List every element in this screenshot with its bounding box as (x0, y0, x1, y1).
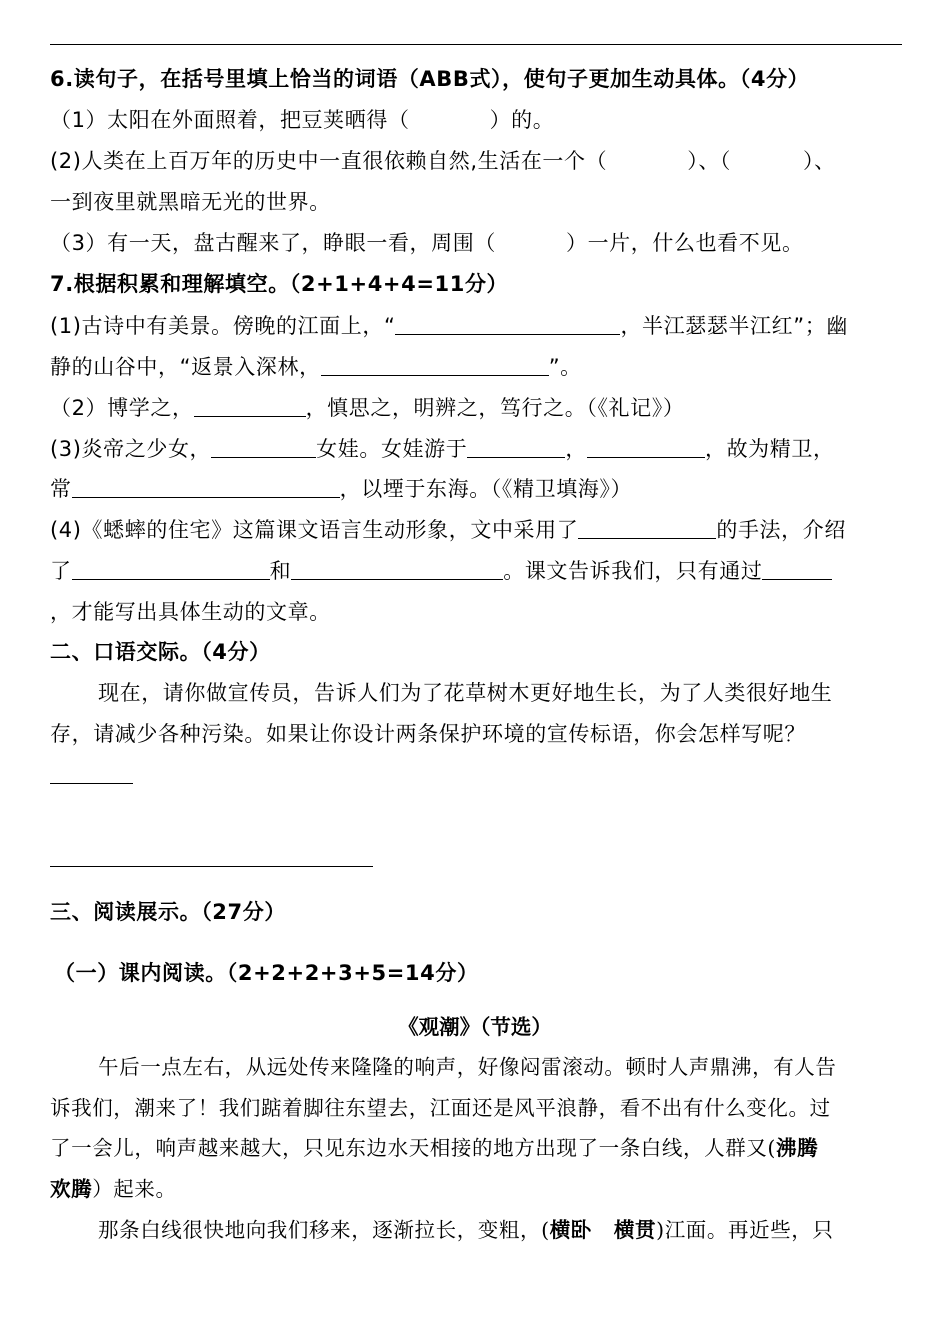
q6-sentence-3 (50, 228, 910, 258)
answer-line-1[interactable] (50, 783, 133, 784)
q7-part-4-cont (50, 556, 910, 586)
q7-p1-text-c: 静的山谷中，“返景入深林， (50, 355, 321, 379)
q7-p4-blank-4[interactable] (762, 557, 832, 580)
q7-p4-text-e: 。课文告诉我们，只有通过 (503, 559, 763, 583)
q6-sentence-1 (50, 105, 910, 135)
section-2-body-1: 现在，请你做宣传员，告诉人们为了花草树木更好地生长，为了人类很好地生 (98, 681, 833, 705)
q7-p3-text-b: 女娃。女娃游于 (316, 437, 468, 461)
q7-p2-blank[interactable] (194, 394, 306, 417)
q7-p3-text-c: ， (565, 437, 587, 461)
q7-p3-text-d: ，故为精卫， (704, 437, 835, 461)
q6-sentence-2 (50, 146, 910, 176)
q6-s1-text-a: （1）太阳在外面照着，把豆荚晒得（ (50, 108, 410, 132)
q7-part-3 (50, 434, 910, 464)
q7-p4-text-d: 和 (269, 559, 292, 583)
q7-p3-text-a: (3)炎帝之少女， (50, 437, 212, 461)
q6-title: 6.读句子，在括号里填上恰当的词语（ABB式），使句子更加生动具体。（4分） (50, 67, 810, 91)
q6-s3-text-b: ）一片，什么也看不见。 (565, 231, 804, 255)
q7-p2-text-a: （2）博学之， (50, 396, 194, 420)
section-2-title: 二、口语交际。（4分） (50, 640, 271, 664)
q7-title: 7.根据积累和理解填空。（2+1+4+4=11分） (50, 272, 509, 296)
q7-p3-text-e: 常 (50, 477, 72, 501)
q7-p3-blank-4[interactable] (72, 475, 340, 498)
passage-line-4 (50, 1174, 910, 1204)
word-choice-feiteng[interactable]: 沸腾 (776, 1136, 819, 1160)
q7-p4-blank-3[interactable] (291, 557, 503, 580)
q7-p3-blank-3[interactable] (587, 435, 705, 458)
passage-line-5-text-a: 那条白线很快地向我们移来，逐渐拉长，变粗，( (98, 1218, 550, 1242)
q7-part-4-end: ，才能写出具体生动的文章。 (50, 600, 331, 624)
q7-p4-text-b: 的手法，介绍 (716, 518, 846, 542)
q7-p1-text-b: ，半江瑟瑟半江红”；幽 (620, 314, 848, 338)
q7-p4-blank-2[interactable] (72, 557, 270, 580)
q7-p1-blank-2[interactable] (321, 353, 549, 376)
word-choice-hengwo[interactable]: 横卧 (549, 1218, 592, 1242)
passage-line-5-text-d: )江面。再近些，只 (656, 1218, 834, 1242)
passage-line-4-text: ）起来。 (92, 1177, 177, 1201)
q7-part-1 (50, 311, 910, 341)
word-choice-hengguan[interactable]: 横贯 (613, 1218, 657, 1242)
q7-p4-text-a: (4)《蟋蟀的住宅》这篇课文语言生动形象，文中采用了 (50, 518, 579, 542)
q6-s2-text-c: ）、 (803, 149, 836, 173)
q6-sentence-2-cont: 一到夜里就黑暗无光的世界。 (50, 190, 331, 214)
passage-line-3-text: 了一会儿，响声越来越大，只见东边水天相接的地方出现了一条白线，人群又( (50, 1136, 776, 1160)
section-2-body-2: 存，请减少各种污染。如果让你设计两条保护环境的宣传标语，你会怎样写呢？ (50, 722, 806, 746)
q7-p1-text-d: ”。 (548, 355, 582, 379)
q7-p1-text-a: (1)古诗中有美景。傍晚的江面上，“ (50, 314, 396, 338)
word-choice-huanteng[interactable]: 欢腾 (50, 1177, 93, 1201)
q7-p2-text-b: ，慎思之，明辨之，笃行之。（《礼记》） (305, 396, 685, 420)
q6-s3-text-a: （3）有一天，盘古醒来了，睁眼一看，周围（ (50, 231, 496, 255)
q7-part-2 (50, 393, 910, 423)
section-3-title: 三、阅读展示。（27分） (50, 900, 286, 924)
top-rule (50, 44, 902, 45)
q7-part-4 (50, 515, 910, 545)
q6-s2-text-b: ）、（ (687, 149, 732, 173)
section-3-subtitle: （一）课内阅读。（2+2+2+3+5=14分） (54, 961, 479, 985)
passage-line-5 (98, 1215, 950, 1245)
passage-line-2: 诉我们，潮来了！我们踮着脚往东望去，江面还是风平浪静，看不出有什么变化。过 (50, 1096, 831, 1120)
q7-part-3-cont (50, 474, 910, 504)
q7-p3-blank-1[interactable] (211, 435, 316, 458)
q6-s1-text-b: ）的。 (489, 108, 555, 132)
passage-line-1: 午后一点左右，从远处传来隆隆的响声，好像闷雷滚动。顿时人声鼎沸，有人告 (98, 1055, 837, 1079)
q6-s2-text-a: (2)人类在上百万年的历史中一直很依赖自然,生活在一个（ (50, 149, 608, 173)
q7-part-1-cont (50, 352, 910, 382)
q7-p1-blank-1[interactable] (395, 312, 620, 335)
q7-p3-text-f: ，以堙于东海。（《精卫填海》） (339, 477, 633, 501)
q7-p4-text-c: 了 (50, 559, 72, 583)
passage-title: 《观潮》（节选） (398, 1015, 552, 1039)
q7-p3-blank-2[interactable] (467, 435, 565, 458)
q7-p4-blank-1[interactable] (578, 516, 716, 539)
passage-line-3 (50, 1133, 910, 1163)
answer-line-2[interactable] (50, 866, 373, 867)
